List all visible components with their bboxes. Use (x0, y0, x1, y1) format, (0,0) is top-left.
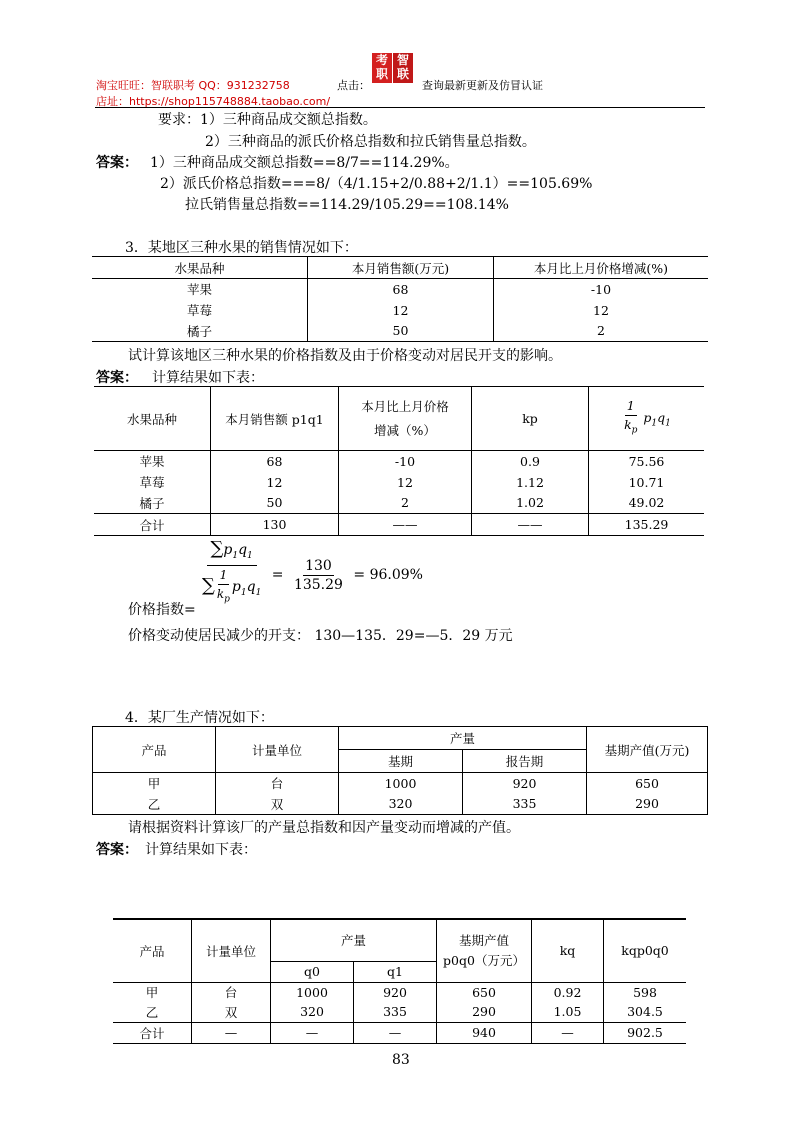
page-number: 83 (392, 1052, 410, 1068)
cell: 12 (339, 472, 472, 493)
table-row (113, 982, 686, 1002)
q2-req1: 要求：1）三种商品成交额总指数。 (158, 112, 377, 128)
cell: -10 (339, 451, 472, 472)
equals-sign: = (271, 567, 284, 584)
cell: 1000 (271, 982, 354, 1002)
cell: 940 (437, 1022, 532, 1043)
cell: 50 (308, 321, 494, 342)
cell: 68 (308, 279, 494, 300)
index-one: 1 (218, 566, 230, 585)
table-row (92, 279, 708, 300)
q3r-h-change-line1: 本月比上月价格 (361, 398, 449, 414)
cell: 2 (597, 323, 605, 339)
q4r-h-q1: q1 (354, 961, 437, 982)
q4-h-unit: 计量单位 (216, 727, 339, 773)
cell: 甲 (113, 982, 192, 1002)
cell: 乙 (113, 1002, 192, 1022)
q4r-h-value-line1: 基期产值 (458, 932, 509, 948)
price-effect-text: 价格变动使居民减少的开支： 130—135．29=—5．29 万元 (128, 628, 513, 644)
table-total-row (113, 1022, 686, 1043)
table-row (94, 451, 704, 472)
cell: 草莓 (94, 472, 211, 493)
header-click-label: 点击： (337, 79, 370, 92)
zhilian-logo[interactable] (372, 51, 412, 85)
cell: 1.02 (472, 493, 589, 514)
table-row (113, 1002, 686, 1022)
cell: 草莓 (92, 300, 308, 321)
q4-h-report: 报告期 (463, 750, 587, 773)
q4r-h-unit: 计量单位 (192, 919, 271, 982)
cell: 双 (192, 1002, 271, 1022)
q3r-h-change (339, 387, 472, 451)
q4r-h-value-line2: p0q0（万元） (443, 952, 525, 968)
table-row (93, 773, 708, 794)
price-index-formula (200, 540, 423, 611)
logo-left: 考职 (372, 53, 392, 83)
q3r-h-kp: kp (472, 387, 589, 451)
cell: 290 (635, 796, 659, 812)
formula-q-sub: 1 (665, 418, 671, 429)
cell: 135.29 (624, 517, 669, 532)
cell: 0.9 (472, 451, 589, 472)
cell: 12 (211, 472, 339, 493)
header-verify-text: 查询最新更新及仿冒认证 (422, 79, 543, 92)
q3-sales-table (92, 256, 708, 342)
cell: 台 (216, 773, 339, 794)
q3-result-table (94, 386, 704, 536)
q3-h-fruit: 水果品种 (92, 257, 308, 279)
cell: -10 (590, 281, 612, 297)
cell: —— (339, 514, 472, 536)
header-divider (95, 107, 705, 108)
logo-right: 智联 (393, 53, 413, 83)
cell: 902.5 (627, 1025, 663, 1040)
index-value-den: 135.29 (293, 576, 343, 593)
cell: 橘子 (94, 493, 211, 514)
q2-req2: 2）三种商品的派氏价格总指数和拉氏销售量总指数。 (205, 134, 536, 150)
cell: — (354, 1022, 437, 1043)
formula-den: k (624, 417, 632, 433)
q4r-h-kq: kq (532, 919, 604, 982)
q4r-h-product: 产品 (113, 919, 192, 982)
q4r-h-value (437, 919, 532, 982)
cell: 335 (354, 1002, 437, 1022)
q4-question: 请根据资料计算该厂的产量总指数和因产量变动而增减的产值。 (128, 820, 520, 836)
q2-answer-label: 答案： (96, 155, 138, 171)
cell: 920 (354, 982, 437, 1002)
q3-answer-intro: 计算结果如下表： (152, 370, 264, 386)
cell: 50 (211, 493, 339, 514)
sigma-symbol: ∑ (210, 538, 224, 559)
cell: 台 (192, 982, 271, 1002)
index-value-num: 130 (305, 557, 332, 574)
q3-title: 3．某地区三种水果的销售情况如下： (125, 240, 358, 256)
header-contact: 淘宝旺旺：智联职考 QQ：931232758 (96, 79, 290, 92)
cell: 650 (635, 775, 659, 791)
cell: 10.71 (628, 474, 665, 490)
q4-answer-label: 答案： (96, 842, 138, 858)
cell: 49.02 (628, 495, 665, 511)
cell: 290 (437, 1002, 532, 1022)
cell: 1.05 (532, 1002, 604, 1022)
cell: 甲 (93, 773, 216, 794)
q3r-h-change-line2: 增减（%） (374, 422, 436, 438)
cell: 2 (339, 493, 472, 514)
cell: 598 (633, 984, 657, 1000)
cell: 橘子 (92, 321, 308, 342)
index-result: = 96.09% (353, 567, 423, 584)
formula-num: 1 (625, 397, 637, 416)
q4r-h-kqp0q0: kqp0q0 (604, 919, 687, 982)
q4-result-table (113, 918, 686, 1044)
table-row (94, 472, 704, 493)
table-row (94, 493, 704, 514)
cell: 1.12 (472, 472, 589, 493)
q4r-h-output: 产量 (271, 919, 437, 961)
cell: 12 (593, 302, 609, 318)
formula-p-sub: 1 (651, 418, 658, 429)
index-fraction-right (292, 557, 345, 594)
price-index-label: 价格指数= (128, 602, 196, 618)
formula-den-sub: p (631, 425, 638, 436)
q4r-h-q0: q0 (271, 961, 354, 982)
cell: 12 (308, 300, 494, 321)
cell: —— (472, 514, 589, 536)
cell: 68 (211, 451, 339, 472)
table-row (92, 300, 708, 321)
cell: 苹果 (94, 451, 211, 472)
q4-production-table (92, 726, 708, 815)
q3-question: 试计算该地区三种水果的价格指数及由于价格变动对居民开支的影响。 (128, 348, 562, 364)
cell: 1000 (339, 773, 463, 794)
cell: 双 (216, 794, 339, 815)
q3r-h-formula (589, 387, 705, 451)
cell: — (192, 1022, 271, 1043)
q4-answer-intro: 计算结果如下表： (145, 842, 257, 858)
cell: 920 (463, 773, 587, 794)
cell: 335 (463, 794, 587, 815)
cell: — (271, 1022, 354, 1043)
sigma-symbol: ∑ (202, 574, 215, 596)
q4-h-base: 基期 (339, 750, 463, 773)
q4-h-output: 产量 (339, 727, 587, 750)
cell: 304.5 (627, 1004, 663, 1020)
cell: 650 (437, 982, 532, 1002)
cell: 苹果 (92, 279, 308, 300)
q3-answer-label: 答案： (96, 370, 138, 386)
q3-h-change: 本月比上月价格增减(%) (533, 260, 669, 276)
q3r-h-sales: 本月销售额 p1q1 (211, 387, 339, 451)
q2-ans1: 1）三种商品成交额总指数==8/7==114.29%。 (150, 155, 459, 171)
cell: 合计 (113, 1022, 192, 1043)
cell: 130 (211, 514, 339, 536)
cell: — (532, 1022, 604, 1043)
q4-h-product: 产品 (93, 727, 216, 773)
formula-fraction (622, 397, 639, 440)
q3-h-sales: 本月销售额(万元) (308, 257, 494, 279)
cell: 0.92 (532, 982, 604, 1002)
table-row (93, 794, 708, 815)
q4-h-value: 基期产值(万元) (587, 727, 708, 773)
q4-title: 4．某厂生产情况如下： (125, 710, 274, 726)
header-shop-url[interactable]: 店址：https://shop115748884.taobao.com/ (96, 95, 331, 108)
q3r-h-fruit: 水果品种 (94, 387, 211, 451)
formula-q: q (657, 410, 666, 425)
table-row (92, 321, 708, 342)
cell: 320 (339, 794, 463, 815)
cell: 合计 (94, 514, 211, 536)
cell: 320 (271, 1002, 354, 1022)
index-fraction-left: $\sum p_1q_1$ ∑ $\frac{1}{k_p}$ $p_1q_1$ (202, 538, 262, 605)
q2-ans3: 拉氏销售量总指数==114.29/105.29==108.14% (185, 197, 509, 213)
cell: 乙 (93, 794, 216, 815)
cell: 75.56 (628, 453, 665, 469)
table-total-row (94, 514, 704, 536)
q2-ans2: 2）派氏价格总指数===8/（4/1.15+2/0.88+2/1.1）==105.69% (160, 176, 593, 192)
formula-p: p (643, 410, 652, 425)
